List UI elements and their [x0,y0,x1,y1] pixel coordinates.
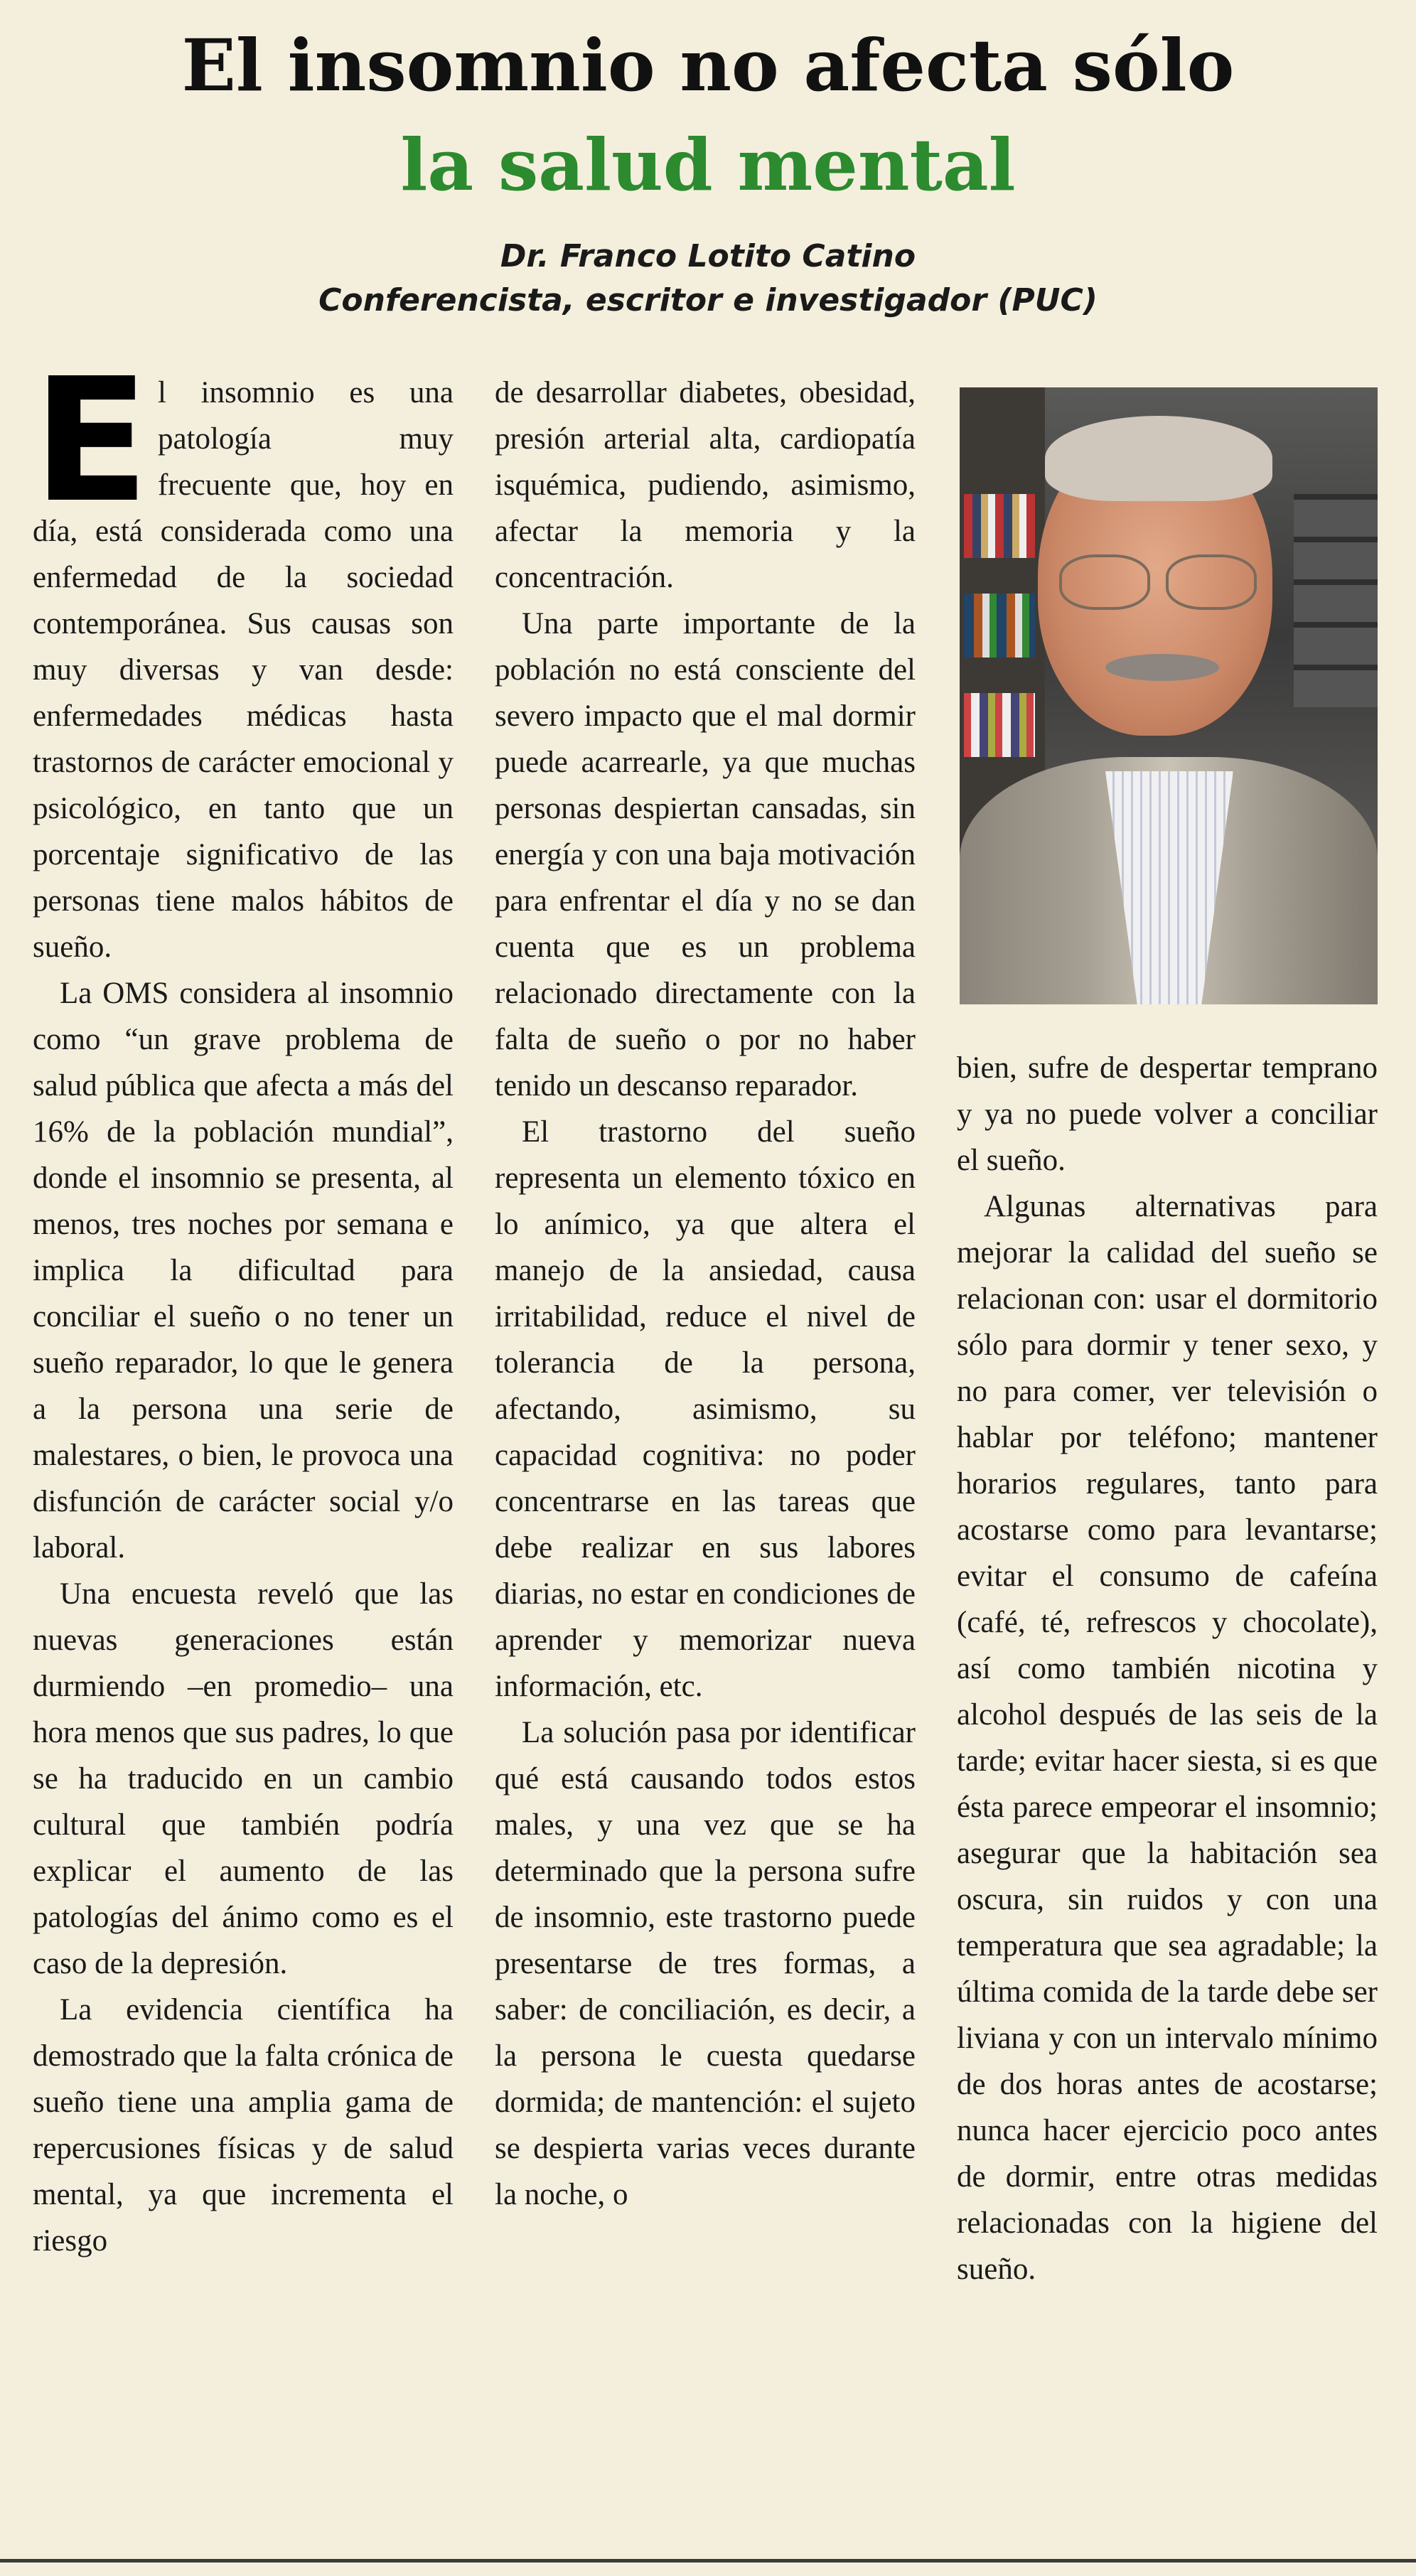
paragraph: El trastorno del sueño representa un elemento tóxico en lo anímico, ya que altera el manejo de la ansiedad, causa irritabilidad, reduce el nivel de tolerancia de la persona, afectando, asimismo, su capacidad cognitiva: no poder concentrarse en las tareas que debe realizar en sus labores diarias, no estar en condiciones de aprender y memorizar nueva información, etc. [495,1115,916,1703]
paragraph: Una parte importante de la población no está consciente del severo impacto que el mal dormir puede acarrearle, ya que muchas personas despiertan cansadas, sin energía y con una baja motivación para enfrentar el día y no se dan cuenta que es un problema relacionado directamente con la falta de sueño o por no haber tenido un descanso reparador. [495,607,916,1102]
paragraph: bien, sufre de despertar temprano y ya no puede volver a conciliar el sueño. [957,1051,1378,1177]
paragraph: La OMS considera al insomnio como “un grave problema de salud pública que afecta a más del 16% de la población mundial”, donde el insomnio se presenta, al menos, tres noches por semana e implica la dificultad para conciliar el sueño o no tener un sueño reparador, lo que le genera a la persona una serie de malestares, o bien, le provoca una disfunción de carácter social y/o laboral. [33,977,454,1565]
bottom-rule [0,2559,1416,2562]
article-column-3 [957,1045,1378,2495]
article-headline [0,16,1416,215]
author-name: Dr. Franco Lotito Catino [500,238,916,274]
drop-cap: E [33,370,149,540]
headline-line-2: la salud mental [400,123,1016,207]
paragraph: Una encuesta reveló que las nuevas generaciones están durmiendo –en promedio– una hora menos que sus padres, lo que se ha traducido en un cambio cultural que también podría explicar el aumento de las patologías del ánimo como es el caso de la depresión. [33,1577,454,1980]
paragraph: La solución pasa por identificar qué está causando todos estos males, y una vez que se ha determinado que la persona sufre de insomnio, este trastorno puede presentarse de tres formas, a saber: de conciliación, es decir, a la persona le cuesta quedarse dormida; de mantención: el sujeto se despierta varias veces durante la noche, o [495,1716,916,2211]
paragraph: La evidencia científica ha demostrado que la falta crónica de sueño tiene una amplia gama de repercusiones físicas y de salud mental, ya que incrementa el riesgo [33,1993,454,2258]
article-column-2 [495,370,916,2495]
paragraph: de desarrollar diabetes, obesidad, presión arterial alta, cardiopatía isquémica, pudiendo, asimismo, afectar la memoria y la concentración. [495,376,916,594]
article-column-1 [33,370,454,2495]
byline [0,235,1416,323]
author-role: Conferencista, escritor e investigador (PUC) [318,282,1098,318]
headline-line-1: El insomnio no afecta sólo [181,23,1235,107]
paragraph: Algunas alternativas para mejorar la calidad del sueño se relacionan con: usar el dormitorio sólo para dormir y tener sexo, y no para comer, ver televisión o hablar por teléfono; mantener horarios regulares, tanto para acostarse como para levantarse; evitar el consumo de cafeína (café, té, refrescos y chocolate), así como también nicotina y alcohol después de las seis de la tarde; evitar hacer siesta, si es que ésta parece empeorar el insomnio; asegurar que la habitación sea oscura, sin ruidos y con una temperatura que sea agradable; la última comida de la tarde debe ser liviana y con un intervalo mínimo de dos horas antes de acostarse; nunca hacer ejercicio poco antes de dormir, entre otras medidas relacionadas con la higiene del sueño. [957,1190,1378,2286]
paragraph: El insomnio es una patología muy frecuente que, hoy en día, está considerada como una enfermedad de la sociedad contemporánea. Sus causas son muy diversas y van desde: enfermedades médicas hasta trastornos de carácter emocional y psicológico, en tanto que un porcentaje significativo de las personas tiene malos hábitos de sueño. [33,370,454,964]
author-photo [960,387,1378,1004]
